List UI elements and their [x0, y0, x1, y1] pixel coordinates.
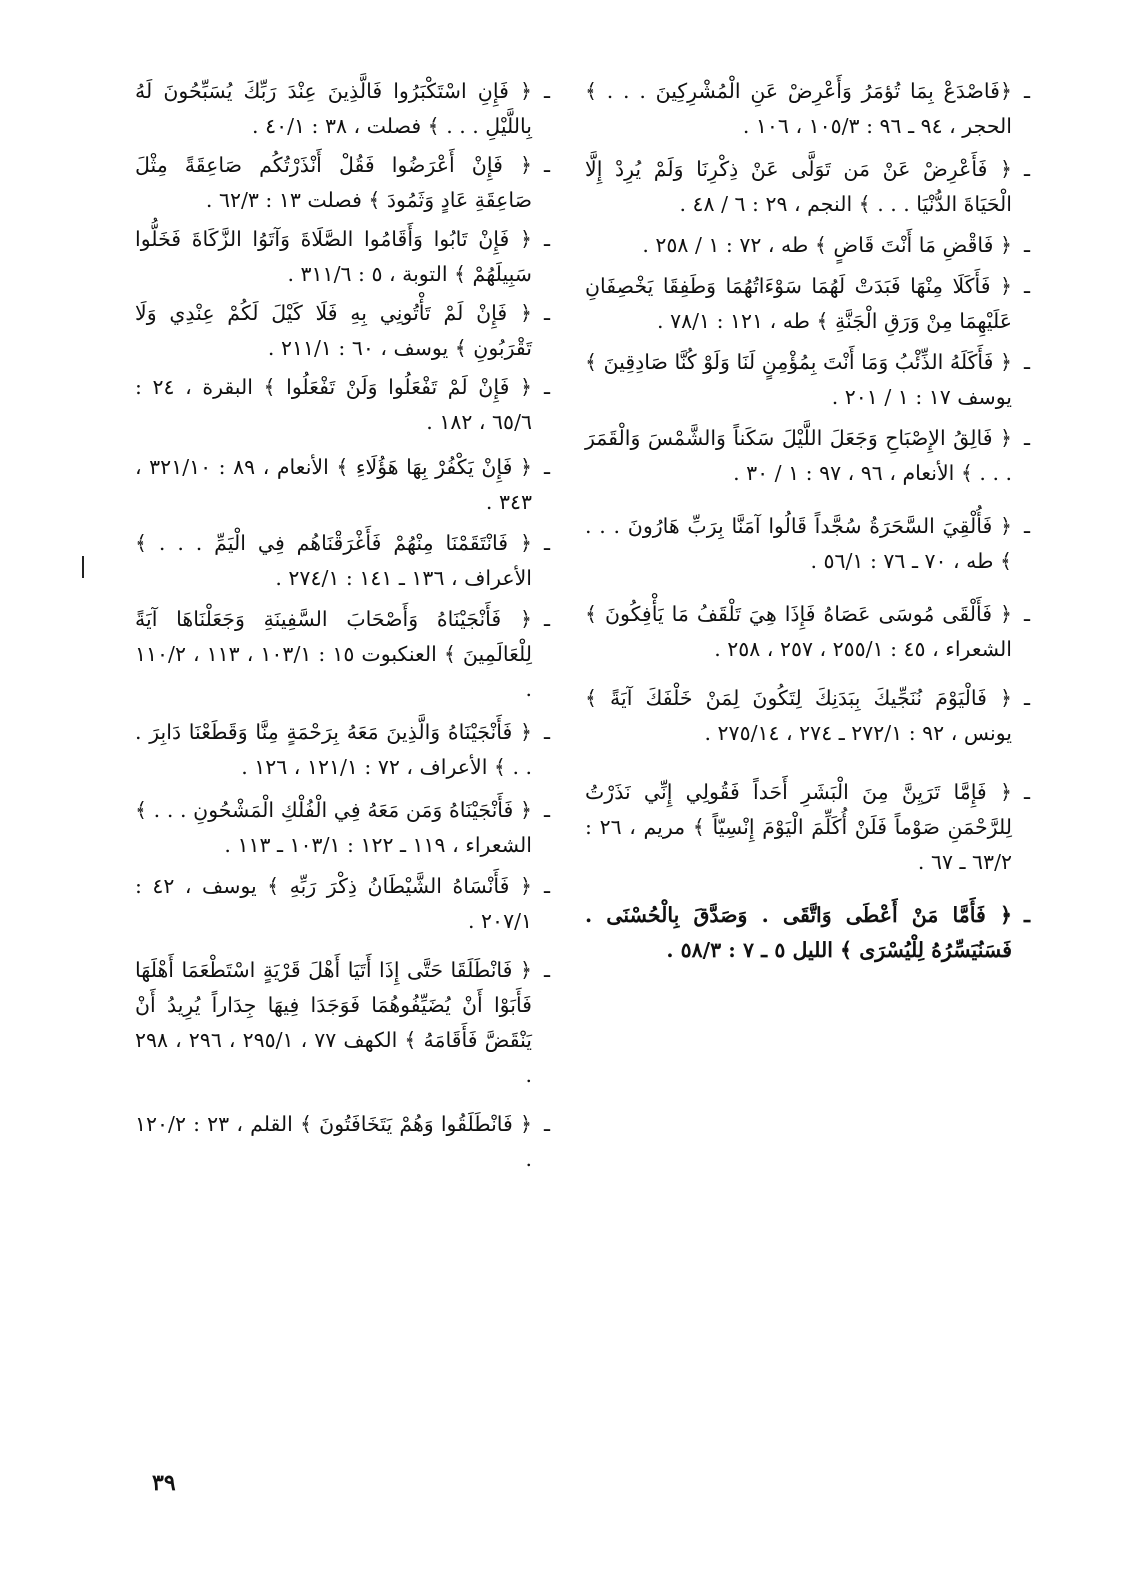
entry-text: ﴿ فَإِنْ لَمْ تَفْعَلُوا وَلَنْ تَفْعَلُوا ﴾ البقرة ، ٢٤ : ٦٥/٦ ، ١٨٢ . [135, 375, 532, 434]
index-entry [135, 602, 550, 707]
entry-text: ﴿ فَأَنْسَاهُ الشَّيْطَانُ ذِكْرَ رَبِّهِ ﴾ يوسف ، ٤٢ : ٢٠٧/١ . [135, 874, 532, 933]
entry-text: ﴿ فَأَكَلَا مِنْهَا فَبَدَتْ لَهُمَا سَوْءَاتُهُمَا وَطَفِقَا يَخْصِفَانِ عَلَيْهِمَا مِنْ وَرَقِ الْجَنَّةِ ﴾ طه ، ١٢١ : ٧٨/١ . [585, 274, 1012, 333]
entry-dash: ـ [543, 455, 550, 479]
index-entry [585, 228, 1030, 263]
index-entry [585, 597, 1030, 667]
entry-dash: ـ [1023, 233, 1030, 257]
entry-text: ﴿ فَأُلْقِيَ السَّحَرَةُ سُجَّداً قَالُوا آمَنَّا بِرَبِّ هَارُونَ . . . ﴾ طه ، ٧٠ ـ ٧٦ : ٥٦/١ . [585, 514, 1012, 573]
entry-text: ﴿ فَالِقُ الإِصْبَاحِ وَجَعَلَ اللَّيْلَ سَكَناً وَالشَّمْسَ وَالْقَمَرَ . . . ﴾ الأنعام ، ٩٦ ، ٩٧ : ١ / ٣٠ . [585, 426, 1012, 485]
entry-dash: ـ [543, 874, 550, 898]
entry-text: ﴿ فَإِنْ تَابُوا وَأَقَامُوا الصَّلَاةَ وَآتَوُا الزَّكَاةَ فَخَلُّوا سَبِيلَهُمْ ﴾ التوبة ، ٥ : ٣١١/٦ . [135, 227, 532, 286]
entry-dash: ـ [1023, 79, 1030, 103]
index-entry [135, 74, 550, 144]
entry-text: ﴿ فَاقْضِ مَا أَنْتَ قَاضٍ ﴾ طه ، ٧٢ : ١ / ٢٥٨ . [642, 233, 1012, 257]
page-number: ٣٩ [152, 1470, 176, 1496]
entry-dash: ـ [543, 607, 550, 631]
entry-text: ﴿ فَأَنْجَيْنَاهُ وَمَن مَعَهُ فِي الْفُلْكِ الْمَشْحُونِ . . . ﴾ الشعراء ، ١١٩ ـ ١٢٢ : ١٠٣/١ ـ ١١٣ . [135, 798, 532, 857]
index-entry [135, 526, 550, 596]
entry-text: ﴿ فَأَعْرِضْ عَنْ مَن تَوَلَّى عَنْ ذِكْرِنَا وَلَمْ يُرِدْ إِلَّا الْحَيَاةَ الدُّنْيَا . . . ﴾ النجم ، ٢٩ : ٦ / ٤٨ . [585, 157, 1012, 216]
index-entry [585, 345, 1030, 415]
index-entry [135, 793, 550, 863]
entry-dash: ـ [1023, 350, 1030, 374]
entry-dash: ـ [1023, 514, 1030, 538]
entry-text: ﴿ فَانْتَقَمْنَا مِنْهُمْ فَأَغْرَقْنَاهُم فِي الْيَمِّ . . . ﴾ الأعراف ، ١٣٦ ـ ١٤١ : ٢٧٤/١ . [135, 531, 532, 590]
entry-dash: ـ [1023, 426, 1030, 450]
index-entry [135, 715, 550, 785]
entry-text: ﴿ فَإِنِ اسْتَكْبَرُوا فَالَّذِينَ عِنْدَ رَبِّكَ يُسَبِّحُونَ لَهُ بِاللَّيْلِ . . . ﴾ فصلت ، ٣٨ : ٤٠/١ . [135, 79, 532, 138]
entry-text: ﴿ فَأَمَّا مَنْ أَعْطَى وَاتَّقَى . وَصَدَّقَ بِالْحُسْنَى . فَسَنُيَسِّرُهُ لِلْيُسْرَى ﴾ الليل ٥ ـ ٧ : ٥٨/٣ . [585, 903, 1012, 962]
index-entry [135, 370, 550, 440]
entry-dash: ـ [1023, 780, 1030, 804]
entry-text: ﴿ فَانْطَلَقَا حَتَّى إِذَا أَتَيَا أَهْلَ قَرْيَةٍ اسْتَطْعَمَا أَهْلَهَا فَأَبَوْا أَنْ يُضَيِّفُوهُمَا فَوَجَدَا فِيهَا جِدَاراً يُرِيدُ أَنْ يَنْقَضَّ فَأَقَامَهُ ﴾ الكهف ٧٧ ، ٢٩٥/١ ، ٢٩٦ ، ٢٩٨ . [135, 958, 532, 1087]
margin-mark [82, 556, 84, 578]
right-column [585, 74, 1030, 978]
entry-text: ﴿فَاصْدَعْ بِمَا تُؤمَرُ وَأَعْرِضْ عَنِ الْمُشْرِكِينَ . . . ﴾ الحجر ، ٩٤ ـ ٩٦ : ١٠٥/٣ ، ١٠٦ . [585, 79, 1012, 138]
index-entry [585, 681, 1030, 751]
entry-dash: ـ [543, 79, 550, 103]
index-entry [135, 296, 550, 366]
entry-text: ﴿ فَإِنْ يَكْفُرْ بِهَا هَؤُلَاءِ ﴾ الأنعام ، ٨٩ : ٣٢١/١٠ ، ٣٤٣ . [135, 455, 532, 514]
entry-text: ﴿ فَأَكَلَهُ الذِّئْبُ وَمَا أَنْتَ بِمُؤْمِنٍ لَنَا وَلَوْ كُنَّا صَادِقِينَ ﴾ يوسف ١٧ : ١ / ٢٠١ . [585, 350, 1012, 409]
entry-dash: ـ [543, 153, 550, 177]
entry-dash: ـ [543, 798, 550, 822]
index-entry [135, 222, 550, 292]
index-entry [585, 509, 1030, 579]
index-entry [585, 421, 1030, 491]
entry-dash: ـ [543, 531, 550, 555]
entry-dash: ـ [1023, 903, 1030, 927]
entry-dash: ـ [543, 301, 550, 325]
index-entry [135, 450, 550, 520]
left-column [135, 74, 550, 1187]
entry-text: ﴿ فَإِمَّا تَرَيِنَّ مِنَ الْبَشَرِ أَحَداً فَقُولِي إِنِّي نَذَرْتُ لِلرَّحْمَنِ صَوْماً فَلَنْ أُكَلِّمَ الْيَوْمَ إِنْسِيّاً ﴾ مريم ، ٢٦ : ٦٣/٢ ـ ٦٧ . [585, 780, 1012, 874]
entry-dash: ـ [1023, 686, 1030, 710]
entry-text: ﴿ فَإِنْ أَعْرَضُوا فَقُلْ أَنْذَرْتُكُم صَاعِقَةً مِثْلَ صَاعِقَةِ عَادٍ وَثَمُودَ ﴾ فصلت ١٣ : ٦٢/٣ . [135, 153, 532, 212]
index-entry [135, 953, 550, 1093]
entry-dash: ـ [543, 1112, 550, 1136]
index-entry [585, 269, 1030, 339]
entry-dash: ـ [1023, 602, 1030, 626]
entry-dash: ـ [543, 958, 550, 982]
entry-dash: ـ [543, 720, 550, 744]
entry-dash: ـ [543, 375, 550, 399]
index-entry [135, 148, 550, 218]
entry-dash: ـ [1023, 157, 1030, 181]
index-entry [585, 74, 1030, 144]
index-entry [585, 152, 1030, 222]
entry-dash: ـ [543, 227, 550, 251]
entry-dash: ـ [1023, 274, 1030, 298]
index-entry [135, 869, 550, 939]
entry-text: ﴿ فَإِنْ لَمْ تَأْتُونِي بِهِ فَلَا كَيْلَ لَكُمْ عِنْدِي وَلَا تَقْرَبُونِ ﴾ يوسف ، ٦٠ : ٢١١/١ . [135, 301, 532, 360]
entry-text: ﴿ فَأَنْجَيْنَاهُ وَأَصْحَابَ السَّفِينَةِ وَجَعَلْنَاهَا آيَةً لِلْعَالَمِينَ ﴾ العنكبوت ١٥ : ١٠٣/١ ، ١١٣ ، ١١٠/٢ . [135, 607, 532, 701]
index-entry [585, 898, 1030, 968]
index-entry [135, 1107, 550, 1177]
entry-text: ﴿ فَأَلْقَى مُوسَى عَصَاهُ فَإِذَا هِيَ تَلْقَفُ مَا يَأْفِكُونَ ﴾ الشعراء ، ٤٥ : ٢٥٥/١ ، ٢٥٧ ، ٢٥٨ . [585, 602, 1012, 661]
index-entry [585, 775, 1030, 880]
entry-text: ﴿ فَالْيَوْمَ نُنَجِّيكَ بِبَدَنِكَ لِتَكُونَ لِمَنْ خَلْفَكَ آيَةً ﴾ يونس ، ٩٢ : ٢٧٢/١ ـ ٢٧٤ ، ٢٧٥/١٤ . [585, 686, 1012, 745]
entry-text: ﴿ فَأَنْجَيْنَاهُ وَالَّذِينَ مَعَهُ بِرَحْمَةٍ مِنَّا وَقَطَعْنَا دَابِرَ . . . ﴾ الأعراف ، ٧٢ : ١٢١/١ ، ١٢٦ . [135, 720, 532, 779]
entry-text: ﴿ فَانْطَلَقُوا وَهُمْ يَتَخَافَتُونَ ﴾ القلم ، ٢٣ : ١٢٠/٢ . [135, 1112, 532, 1171]
